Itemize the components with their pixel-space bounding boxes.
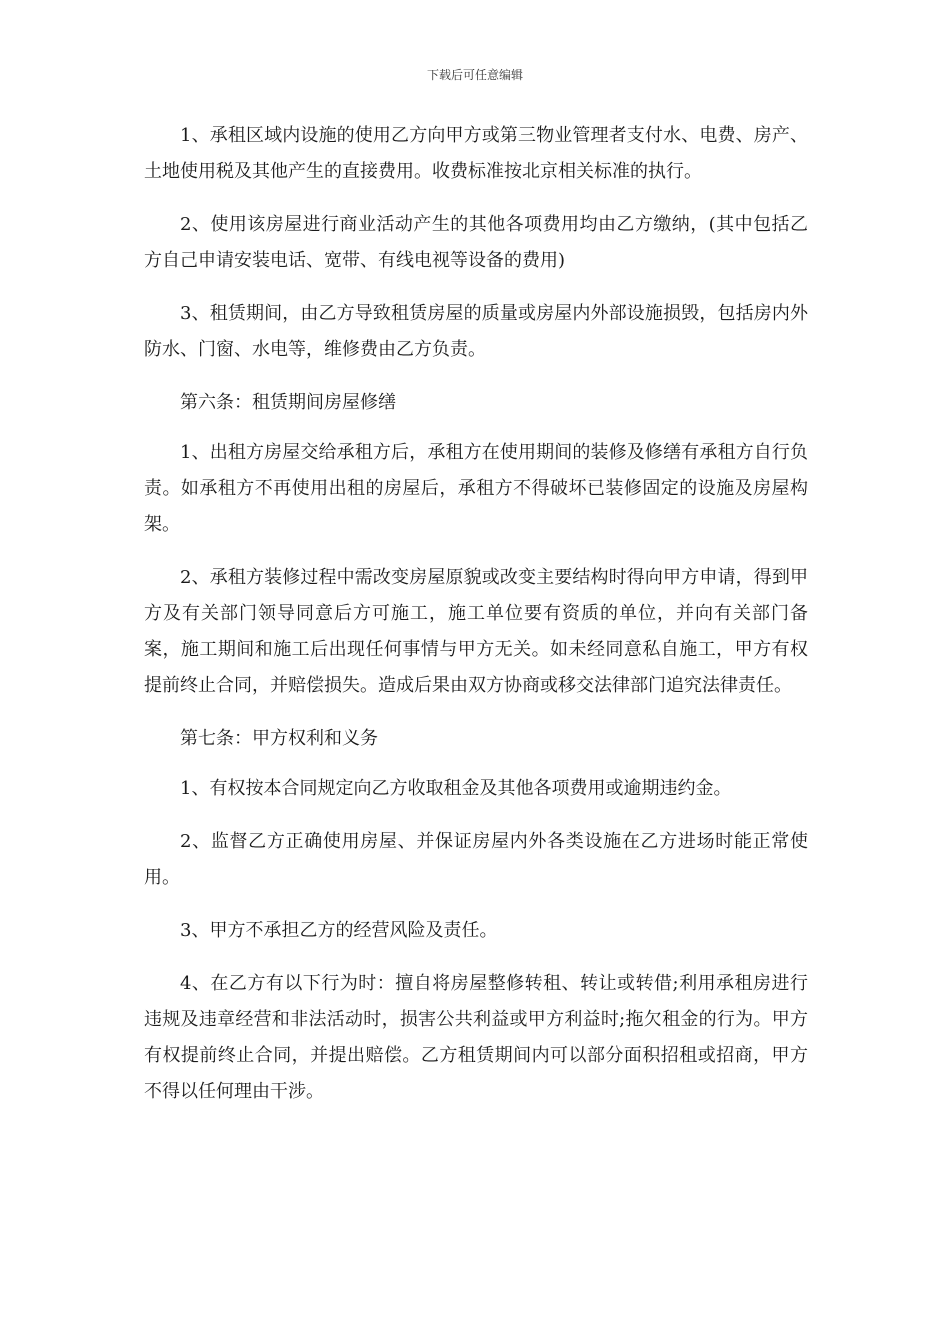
article-heading: 第七条：甲方权利和义务: [180, 728, 378, 749]
article-heading: 第六条：租赁期间房屋修缮: [180, 392, 396, 413]
document-body: [144, 118, 808, 1127]
clause-paragraph: 3、租赁期间，由乙方导致租赁房屋的质量或房屋内外部设施损毁，包括房内外防水、门窗、水电等，维修费由乙方负责。: [144, 303, 808, 360]
page-header: 下载后可任意编辑: [426, 68, 523, 82]
clause-paragraph: 4、在乙方有以下行为时：擅自将房屋整修转租、转让或转借;利用承租房进行违规及违章经营和非法活动时，损害公共利益或甲方利益时;拖欠租金的行为。甲方有权提前终止合同，并提出赔偿。乙方租赁期间内可以部分面积招租或招商，甲方不得以任何理由干涉。: [144, 973, 808, 1102]
clause-paragraph: 1、承租区域内设施的使用乙方向甲方或第三物业管理者支付水、电费、房产、土地使用税及其他产生的直接费用。收费标准按北京相关标准的执行。: [144, 125, 808, 182]
clause-paragraph: 1、有权按本合同规定向乙方收取租金及其他各项费用或逾期违约金。: [180, 778, 732, 799]
clause-paragraph: 3、甲方不承担乙方的经营风险及责任。: [180, 920, 498, 941]
clause-paragraph: 1、出租方房屋交给承租方后，承租方在使用期间的装修及修缮有承租方自行负责。如承租方不再使用出租的房屋后，承租方不得破坏已装修固定的设施及房屋构架。: [144, 442, 808, 535]
clause-paragraph: 2、承租方装修过程中需改变房屋原貌或改变主要结构时得向甲方申请，得到甲方及有关部门领导同意后方可施工，施工单位要有资质的单位，并向有关部门备案，施工期间和施工后出现任何事情与甲方无关。如未经同意私自施工，甲方有权提前终止合同，并赔偿损失。造成后果由双方协商或移交法律部门追究法律责任。: [144, 567, 808, 696]
clause-paragraph: 2、监督乙方正确使用房屋、并保证房屋内外各类设施在乙方进场时能正常使用。: [144, 831, 808, 888]
clause-paragraph: 2、使用该房屋进行商业活动产生的其他各项费用均由乙方缴纳，(其中包括乙方自己申请安装电话、宽带、有线电视等设备的费用): [144, 214, 808, 271]
